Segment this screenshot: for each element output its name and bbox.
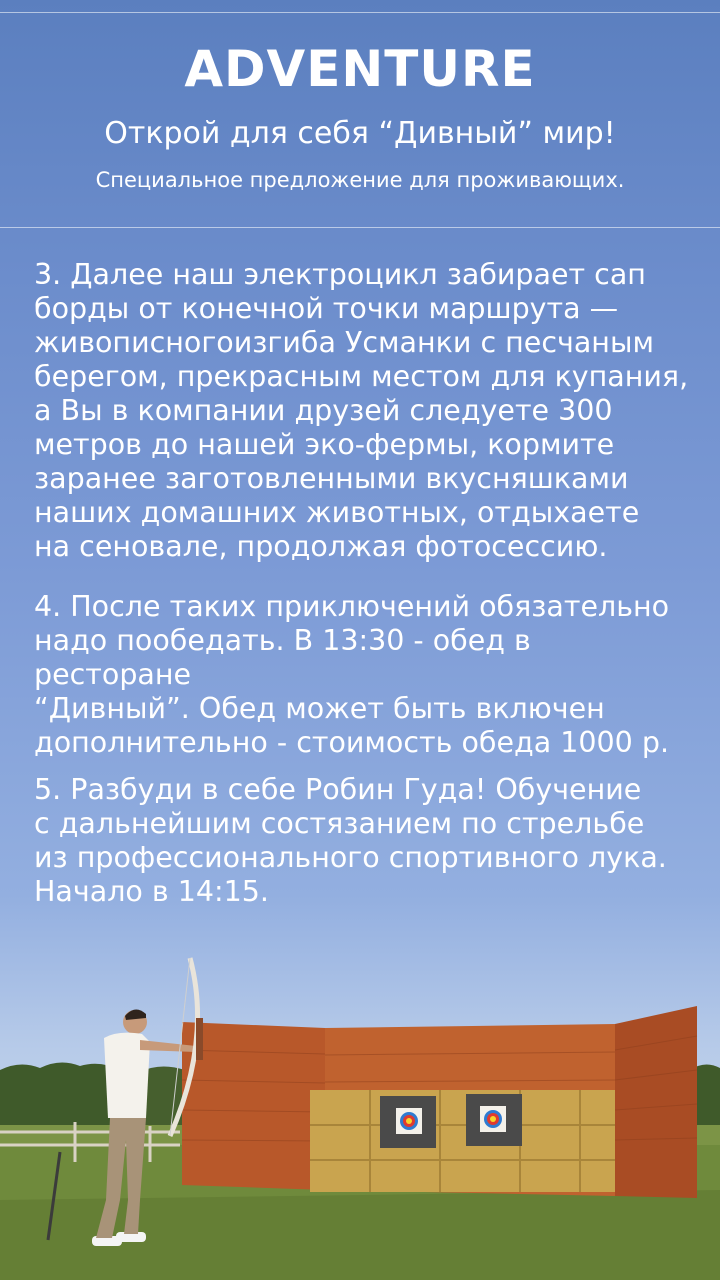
page-title: ADVENTURE bbox=[184, 40, 536, 98]
archery-target-left bbox=[380, 1096, 436, 1148]
hay-bales bbox=[310, 1090, 615, 1192]
paragraph-step-3: 3. Далее наш электроцикл забирает сап борды от конечной точки маршрута — живописногоизгиба Усманки с песчаным берегом, прекрасным местом для купания, а Вы в компании друзей следуете 300 метров до нашей эко-фермы, кормите заранее заготовленными вкусняшками наших домашних животных, отдыхаете на сеновале, продолжая фотосессию. bbox=[34, 258, 689, 563]
top-divider bbox=[0, 12, 720, 13]
page-subtitle: Открой для себя “Дивный” мир! bbox=[104, 116, 616, 151]
archery-target-right bbox=[466, 1094, 522, 1146]
archery-photo bbox=[0, 900, 720, 1280]
header-divider bbox=[0, 227, 720, 228]
special-offer-note: Специальное предложение для проживающих. bbox=[95, 168, 625, 192]
paragraph-step-4: 4. После таких приключений обязательно надо пообедать. В 13:30 - обед в ресторане “Дивный”. Обед может быть включен дополнительно - стоимость обеда 1000 р. bbox=[34, 590, 670, 759]
paragraph-step-5: 5. Разбуди в себе Робин Гуда! Обучение с дальнейшим состязанием по стрельбе из профессионального спортивного лука. Начало в 14:15. bbox=[34, 773, 667, 908]
